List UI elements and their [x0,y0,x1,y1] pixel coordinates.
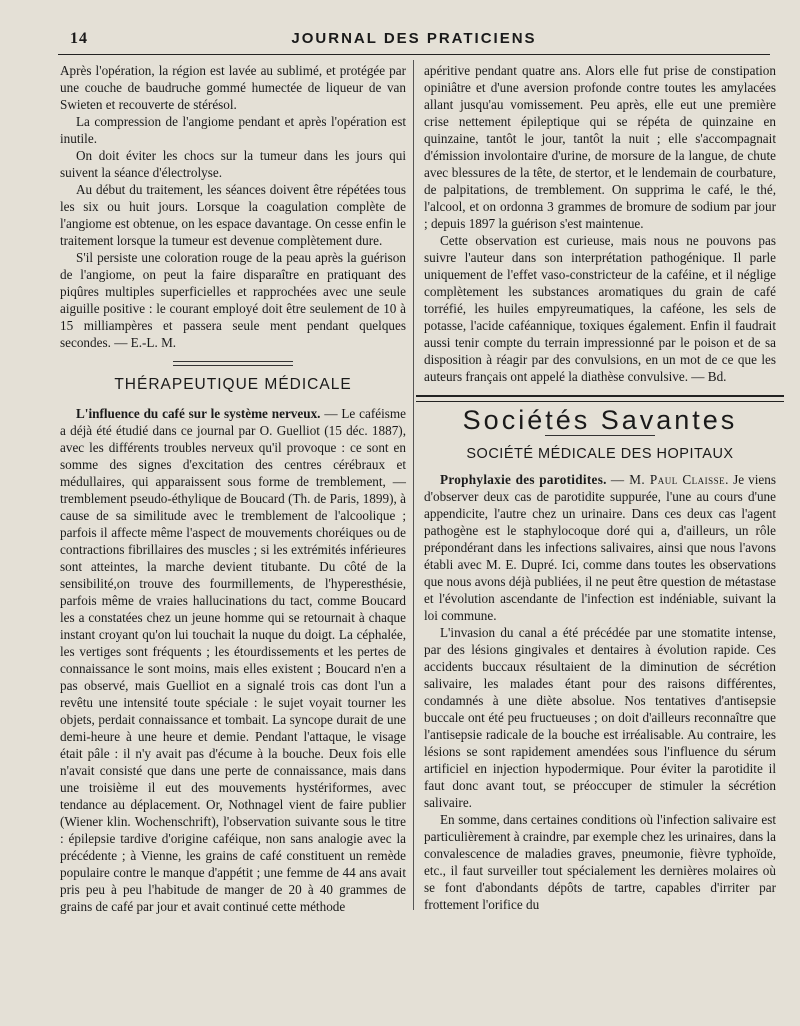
column-divider [413,60,414,910]
article-body: — Le caféisme a déjà été étudié dans ce journal par O. Guelliot (15 déc. 1887), avec les différents troubles nerveux qu'il provoque : ce sont en somme des signes d'excitation des centres cérébraux et médullaires, qui apparaissent sous forme de tremblement, — tremblement pseudo-éthylique de Boucard (Th. de Paris, 1899), à cause de sa similitude avec le tremblement de l'alcoolique ; parfois il affecte même l'aspect de mouvements choréiques ou de contractions fibrillaires des muscles ; si les extrémités inférieures sont atteintes, la marche devient titubante. Du côté de la sensibilité,on trouve des fourmillements, de l'hyperesthésie, parfois même de vraies hallucinations du tact, comme Boucard les a constatées chez un jeune homme qui se retournait à chaque instant croyant qu'on lui touchait la nuque du doigt. La céphalée, les vertiges sont fréquents ; les étourdissements et les pertes de connaissance le sont moins, mais elles existent ; Boucard n'en a pas observé, mais Guelliot en a signalé trois cas dont l'un a revêtu une intensité toute spéciale : le sujet voyait tourner les objets, perdait connaissance et tombait. La syncope durait de une demi-heure à une heure et demie. Pendant l'attaque, le visage était pâle : il n'y avait pas d'écume à la bouche. Deux fois elle n'avait consisté que dans une perte de connaissance, mais dans une troisième il eut des mouvements hystériformes, avec tendance au déplacement. Or, Nothnagel vient de faire publier (Wiener klin. Wochenschrift), l'observation suivante sous le titre : épilepsie tardive d'origine caféique, non sans analogie avec la précédente ; à Vienne, les grains de café constituent un remède populaire contre le manque d'appétit ; une femme de 44 ans avait pris peu à peu l'habitude de manger de 20 à 40 grammes de grains de café par jour et avait continué cette méthode [60,406,406,914]
page-header [58,30,770,52]
article-lead: Prophylaxie des parotidites. [440,472,607,487]
journal-title: JOURNAL DES PRATICIENS [291,30,537,47]
paragraph: S'il persiste une coloration rouge de la peau après la guérison de l'angiome, on peut la faire disparaître en pratiquant des piqûres multiples superficielles et rapprochées avec une seule aiguille positive : le courant employé doit être seulement de 10 à 15 milliampères et passera seule ment pendant quelques secondes. — E.-L. M. [60,250,406,350]
paragraph: Cette observation est curieuse, mais nous ne pouvons pas suivre l'auteur dans son interprétation pathogénique. Il parle uniquement de l'effet vaso-constricteur de la caféine, et il néglige complètement les substances aromatiques du grain de café torréfié, les huiles empyreumatiques, la caféone, les sels de potasse, l'acide caféannique, toxiques également. Enfin il faudrait aussi tenir compte du terrain impressionné par le poison et de sa disposition à réagir par des convulsions, en un mot de ce que les auteurs français ont appelé la diathèse convulsive. — Bd. [424,233,776,384]
section-double-rule [416,395,784,402]
page-number: 14 [70,30,88,47]
article-paragraph [424,471,776,624]
paragraph: apéritive pendant quatre ans. Alors elle fut prise de constipation opiniâtre et d'une aversion profonde contre toutes les amylacées allant jusqu'au vomissement. Peu après, elle eut une première crise nettement épileptique qui se répéta de quinzaine en quinzaine, tantôt le jour, tantôt la nuit ; elle s'accompagnait d'émission involontaire d'urine, de morsure de la langue, de chute avec blessures de la tête, de stertor, et le lendemain de courbature, de palpitations, de tremblement. On supprima le café, le thé, l'alcool, et on ordonna 3 grammes de bromure de sodium par jour ; depuis 1897 la guérison s'est maintenue. [424,63,776,231]
paragraph: On doit éviter les chocs sur la tumeur dans les jours qui suivent la séance d'électrolyse. [60,148,406,180]
article-paragraph [60,405,406,915]
paragraph: Après l'opération, la région est lavée au sublimé, et protégée par une couche de baudruche gommé humectée de liqueur de van Swieten et recouverte de stérésol. [60,63,406,112]
section-divider [173,361,293,366]
section-title: THÉRAPEUTIQUE MÉDICALE [114,376,352,393]
title-underline [545,435,655,436]
paragraph: En somme, dans certaines conditions où l'infection salivaire est particulièrement à craindre, par exemple chez les urinaires, dans la convalescence de maladies graves, pneumonie, fièvre typhoïde, etc., il faut surveiller tout spécialement les dernières molaires où se font d'abondants dépôts de tartre, capables d'irriter par frottement l'orifice du [424,812,776,912]
header-rule [58,54,770,55]
subsection-title: SOCIÉTÉ MÉDICALE DES HOPITAUX [466,446,734,462]
paragraph: L'invasion du canal a été précédée par une stomatite intense, par des lésions gingivales et dentaires à évolution rapide. Ces accidents buccaux résultaient de la diminution de sécrétion salivaire, les malades étant pour des raisons différentes, condamnés à une diète absolue. Nos tentatives d'antisepsie buccale ont été peu fructueuses ; on doit d'ailleurs reconnaître que l'antisepsie radicale de la bouche est irréalisable. Au contraire, les lésions se sont rapidement amendées sous l'influence du sérum artificiel en injection hypodermique. Pour éviter la parotidite il faut donc avant tout, se préoccuper de stimuler la sécrétion salivaire. [424,625,776,810]
article-lead: L'influence du café sur le système nerveux. [76,406,321,421]
article-author: — M. Paul Claisse. [610,472,729,487]
left-column [60,62,406,915]
paragraph: La compression de l'angiome pendant et après l'opération est inutile. [60,114,406,146]
article-body: Je viens d'observer deux cas de parotidite suppurée, l'une au cours d'une appendicite, l'autre chez un urinaire. Dans ces deux cas l'agent pathogène est le staphylocoque doré qui a, d'ailleurs, un rôle prépondérant dans les infections salivaires, ainsi que nous l'avons établi avec M. E. Dupré. Ici, comme dans toutes les observations que nous avons déjà publiées, il ne peut être question de métastase et l'évolution ascendante de l'infection est indéniable, suivant la loi commune. [424,472,777,623]
societes-title: Sociétés Savantes [462,405,738,435]
paragraph: Au début du traitement, les séances doivent être répétées tous les six ou huit jours. Lorsque la coagulation complète de l'angiome est obtenue, on les espace davantage. On cesse enfin le traitement lorsque la tumeur est devenue complètement dure. [60,182,406,248]
right-column [424,62,776,913]
